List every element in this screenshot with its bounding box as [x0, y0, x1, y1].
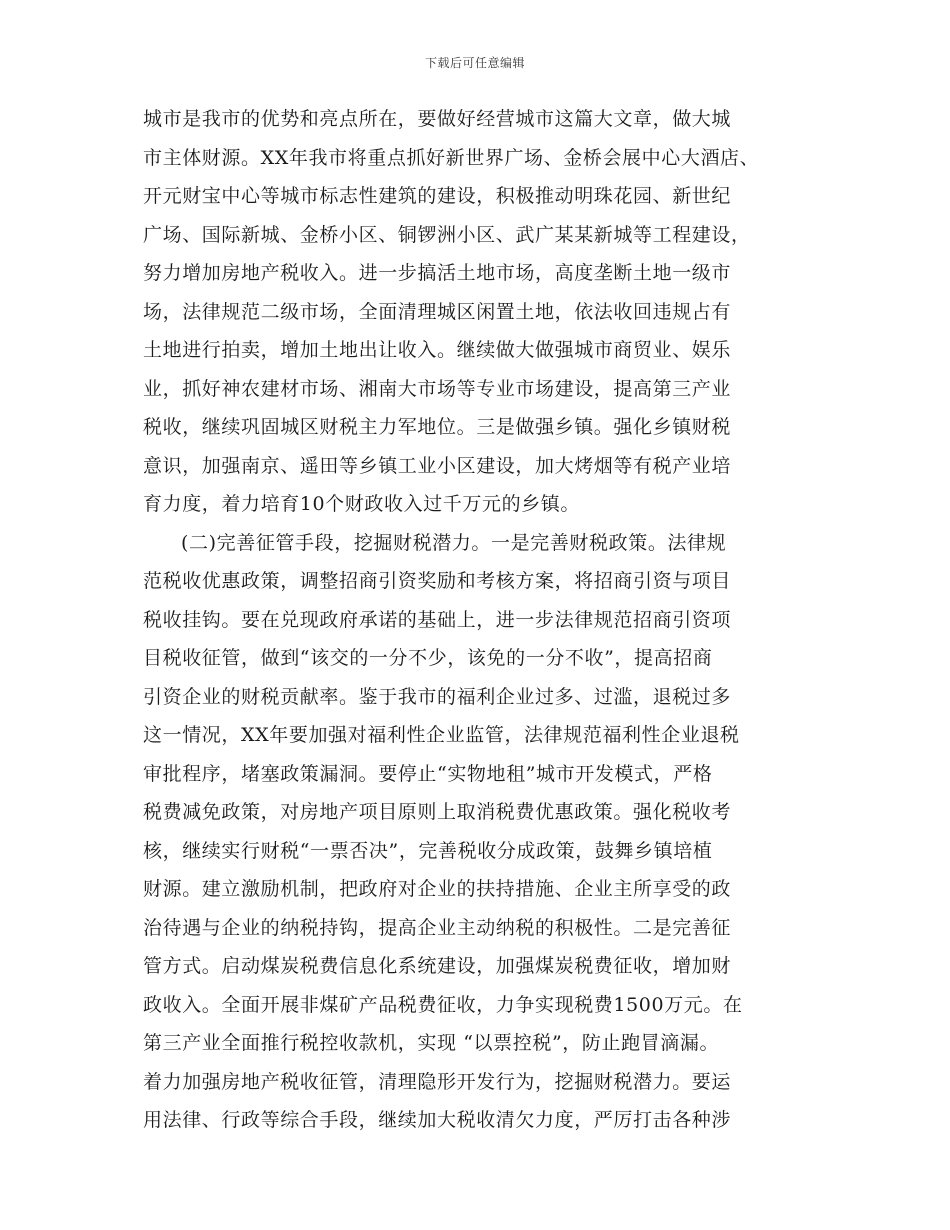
- page-header: 下载后可任意编辑: [424, 56, 525, 70]
- text-line: 政收入。全面开展非煤矿产品税费征收，力争实现税费1500万元。在: [143, 993, 743, 1016]
- text-line: 税费减免政策，对房地产项目原则上取消税费优惠政策。强化税收考: [143, 801, 732, 823]
- text-line: 税收，继续巩固城区财税主力军地位。三是做强乡镇。强化乡镇财税: [143, 416, 732, 438]
- text-line: 审批程序，堵塞政策漏洞。要停止“实物地租”城市开发模式，严格: [143, 762, 713, 785]
- body-text: [143, 100, 807, 1140]
- text-line: 着力加强房地产税收征管，清理隐形开发行为，挖掘财税潜力。要运: [143, 1070, 732, 1093]
- section-heading-line: (二)完善征管手段，挖掘财税潜力。一是完善财税政策。法律规: [181, 531, 727, 554]
- text-line: 业，抓好神农建材市场、湘南大市场等专业市场建设，提高第三产业: [143, 377, 732, 400]
- text-line: 财源。建立激励机制，把政府对企业的扶持措施、企业主所享受的政: [143, 878, 732, 900]
- text-line: 税收挂钩。要在兑现政府承诺的基础上，进一步法律规范招商引资项: [143, 608, 732, 631]
- text-line: 开元财宝中心等城市标志性建筑的建设，积极推动明珠花园、新世纪: [143, 185, 732, 207]
- text-line: 育力度，着力培育10个财政收入过千万元的乡镇。: [143, 493, 580, 515]
- text-line: 核，继续实行财税“一票否决”，完善税收分成政策，鼓舞乡镇培植: [143, 839, 713, 862]
- text-line: 广场、国际新城、金桥小区、铜锣洲小区、武广某某新城等工程建设，: [143, 223, 751, 246]
- text-line: 第三产业全面推行税控收款机，实现 “以票控税”，防止跑冒滴漏。: [143, 1032, 720, 1054]
- text-line: 引资企业的财税贡献率。鉴于我市的福利企业过多、过滥，退税过多: [143, 685, 732, 708]
- text-line: 场，法律规范二级市场，全面清理城区闲置土地，依法收回违规占有: [143, 300, 732, 323]
- text-line: 市主体财源。XX年我市将重点抓好新世界广场、金桥会展中心大酒店、: [143, 146, 760, 169]
- text-line: 意识，加强南京、遥田等乡镇工业小区建设，加大烤烟等有税产业培: [143, 454, 732, 477]
- text-line: 管方式。启动煤炭税费信息化系统建设，加强煤炭税费征收，增加财: [143, 955, 732, 977]
- text-line: 土地进行拍卖，增加土地出让收入。继续做大做强城市商贸业、娱乐: [143, 339, 732, 361]
- text-line: 这一情况，XX年要加强对福利性企业监管，法律规范福利性企业退税: [143, 724, 740, 746]
- text-line: 范税收优惠政策，调整招商引资奖励和考核方案，将招商引资与项目: [143, 570, 732, 592]
- text-line: 城市是我市的优势和亮点所在，要做好经营城市这篇大文章，做大城: [143, 108, 732, 130]
- text-line: 目税收征管，做到“该交的一分不少，该免的一分不收”，提高招商: [143, 647, 713, 669]
- text-line: 治待遇与企业的纳税持钩，提高企业主动纳税的积极性。二是完善征: [143, 916, 732, 939]
- text-line: 努力增加房地产税收入。进一步搞活土地市场，高度垄断土地一级市: [143, 262, 732, 284]
- text-line: 用法律、行政等综合手段，继续加大税收清欠力度，严厉打击各种涉: [143, 1109, 732, 1131]
